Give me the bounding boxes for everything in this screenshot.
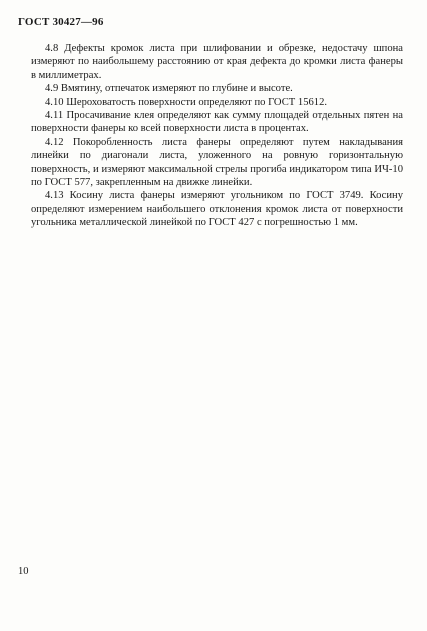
paragraph-4-12: 4.12 Покоробленность листа фанеры определяют путем накладывания линейки по диагонали листа, уложенного на ровную горизонтальную поверхность, и измеряют максимальной стрелы прогиба индикатором типа ИЧ-10 по ГОСТ 577, закрепленным на движке линейки. — [31, 136, 403, 189]
page-number: 10 — [18, 566, 29, 577]
paragraph-4-8: 4.8 Дефекты кромок листа при шлифовании и обрезке, недостачу шпона измеряют по наибольшему расстоянию от края дефекта до кромки листа фанеры в миллиметрах. — [31, 43, 403, 81]
standard-header: ГОСТ 30427—96 — [18, 16, 104, 28]
paragraph-4-11: 4.11 Просачивание клея определяют как сумму площадей отдельных пятен на поверхности фанеры ко всей поверхности листа в процентах. — [31, 110, 403, 135]
paragraph-4-13: 4.13 Косину листа фанеры измеряют угольником по ГОСТ 3749. Косину определяют измерением наибольшего отклонения кромок листа от поверхности угольника металлической линейкой по ГОСТ 427 с погрешностью 1 мм. — [31, 190, 403, 229]
document-body — [31, 42, 403, 230]
paragraph-4-10: 4.10 Шероховатость поверхности определяют по ГОСТ 15612. — [45, 96, 328, 108]
paragraph-4-9: 4.9 Вмятину, отпечаток измеряют по глубине и высоте. — [45, 83, 293, 95]
